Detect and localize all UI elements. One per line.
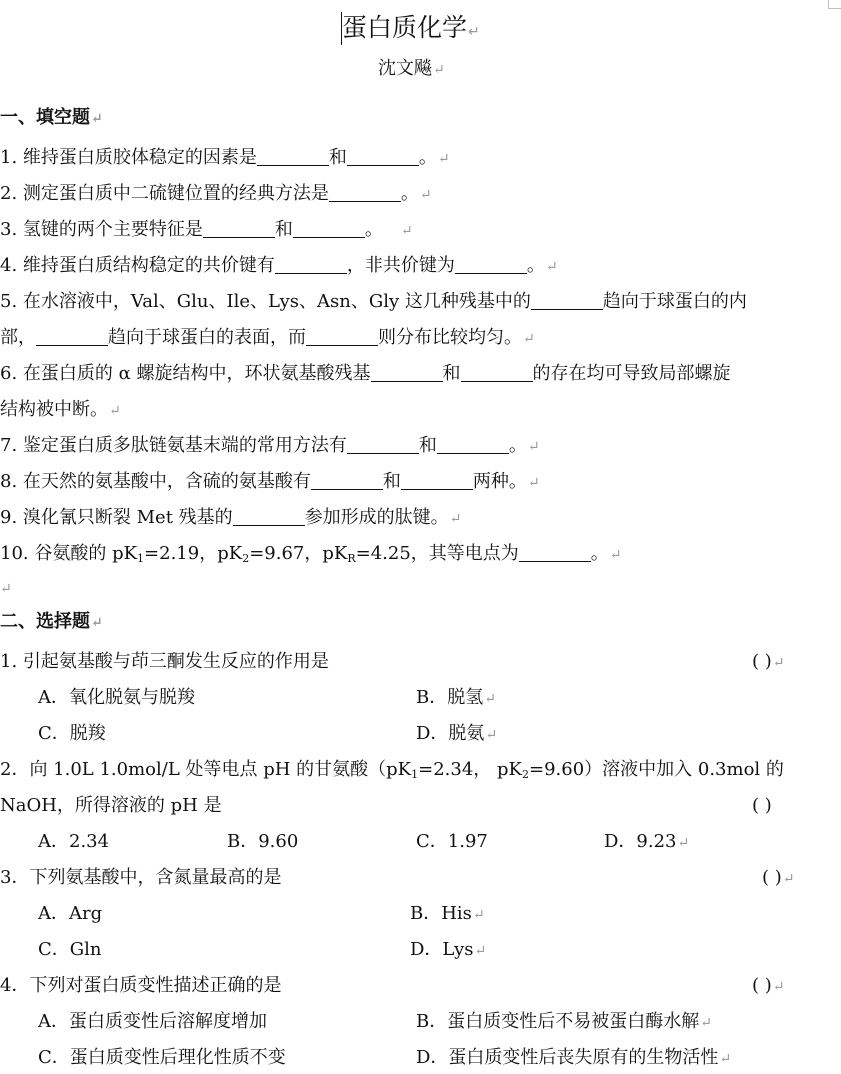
answer-blank[interactable] [36, 327, 108, 346]
choice-option[interactable]: C．蛋白质变性后理化性质不变 [38, 1047, 286, 1068]
fill-question-6-line-1: 6. 在蛋白质的 α 螺旋结构中，环状氨基酸残基 和 的存在均可导致局部螺旋 [0, 363, 731, 384]
choice-option[interactable]: C．脱羧 [38, 723, 106, 744]
answer-blank[interactable] [519, 543, 591, 562]
choice-option[interactable]: C．1.97 [416, 831, 488, 852]
choice-option[interactable]: D．蛋白质变性后丧失原有的生物活性↵ [416, 1047, 732, 1068]
answer-blank[interactable] [401, 471, 473, 490]
answer-bracket[interactable]: ( )↵ [752, 651, 785, 672]
fill-question-6-line-2: 结构被中断。↵ [0, 399, 121, 420]
answer-blank[interactable] [531, 291, 603, 310]
choice-question-1-stem: 1. 引起氨基酸与茚三酮发生反应的作用是 [0, 651, 329, 672]
choice-question-4-stem: 4．下列对蛋白质变性描述正确的是 [0, 975, 282, 996]
choice-option[interactable]: B．9.60 [227, 831, 299, 852]
answer-blank[interactable] [347, 435, 419, 454]
choice-question-2-stem-line-2: NaOH，所得溶液的 pH 是 [0, 795, 222, 816]
choice-option[interactable]: D．9.23↵ [604, 831, 690, 852]
choice-option[interactable]: C．Gln [38, 939, 102, 960]
answer-blank[interactable] [461, 363, 533, 382]
choice-option[interactable]: B．蛋白质变性后不易被蛋白酶水解↵ [416, 1011, 712, 1032]
fill-question-10: 10. 谷氨酸的 $pK_1=2.19$，$pK_2=9.67$，$pK_R=4.25$，其等电点为 。↵ [0, 543, 622, 565]
fill-question-9: 9. 溴化氰只断裂 Met 残基的 参加形成的肽键。↵ [0, 507, 462, 528]
page-corner-mark [828, 0, 841, 9]
answer-blank[interactable] [275, 255, 347, 274]
fill-question-3: 3. 氢键的两个主要特征是 和 。 ↵ [0, 219, 413, 240]
answer-blank[interactable] [455, 255, 527, 274]
choice-option[interactable]: A．2.34 [38, 831, 110, 852]
answer-blank[interactable] [306, 327, 378, 346]
answer-blank[interactable] [437, 435, 509, 454]
choice-question-2-stem-line-1: 2．向 1.0L 1.0mol/L 处等电点 pH 的甘氨酸（$pK_1=2.34$， $pK_2=9.60$）溶液中加入 0.3mol 的 [0, 759, 784, 781]
fill-question-8: 8. 在天然的氨基酸中，含硫的氨基酸有 和 两种。↵ [0, 471, 540, 492]
choice-option[interactable]: D．脱氨↵ [416, 723, 498, 744]
fill-question-7: 7. 鉴定蛋白质多肽链氨基末端的常用方法有 和 。↵ [0, 435, 540, 456]
section-heading-choice: 二、选择题↵ [0, 611, 103, 632]
answer-blank[interactable] [293, 219, 365, 238]
fill-question-2: 2. 测定蛋白质中二硫键位置的经典方法是 。↵ [0, 183, 432, 204]
empty-paragraph: ↵ [0, 581, 12, 597]
choice-option[interactable]: B．脱氢↵ [416, 687, 496, 708]
choice-option[interactable]: A．Arg [38, 903, 103, 924]
answer-blank[interactable] [347, 147, 419, 166]
answer-blank[interactable] [371, 363, 443, 382]
choice-option[interactable]: D．Lys↵ [410, 939, 487, 960]
answer-blank[interactable] [233, 507, 305, 526]
fill-question-1: 1. 维持蛋白质胶体稳定的因素是 和 。↵ [0, 147, 450, 168]
choice-question-3-stem: 3．下列氨基酸中，含氮量最高的是 [0, 867, 282, 888]
answer-bracket[interactable]: ( ) [752, 795, 772, 816]
answer-blank[interactable] [311, 471, 383, 490]
answer-bracket[interactable]: ( )↵ [762, 867, 795, 888]
answer-blank[interactable] [203, 219, 275, 238]
choice-option[interactable]: A．氧化脱氨与脱羧 [38, 687, 195, 708]
fill-question-5-line-2: 部， 趋向于球蛋白的表面，而 则分布比较均匀。↵ [0, 327, 535, 348]
fill-question-4: 4. 维持蛋白质结构稳定的共价键有 ，非共价键为 。↵ [0, 255, 558, 276]
document-author: 沈文飚↵ [378, 58, 445, 79]
answer-blank[interactable] [329, 183, 401, 202]
choice-option[interactable]: A．蛋白质变性后溶解度增加 [38, 1011, 267, 1032]
fill-question-5-line-1: 5. 在水溶液中，Val、Glu、Ile、Lys、Asn、Gly 这几种残基中的 趋向于球蛋白的内 [0, 291, 747, 312]
answer-bracket[interactable]: ( )↵ [752, 975, 785, 996]
section-heading-fill-in: 一、填空题↵ [0, 107, 103, 128]
choice-option[interactable]: B．His↵ [410, 903, 485, 924]
answer-blank[interactable] [257, 147, 329, 166]
document-title: 蛋白质化学↵ [342, 13, 480, 42]
